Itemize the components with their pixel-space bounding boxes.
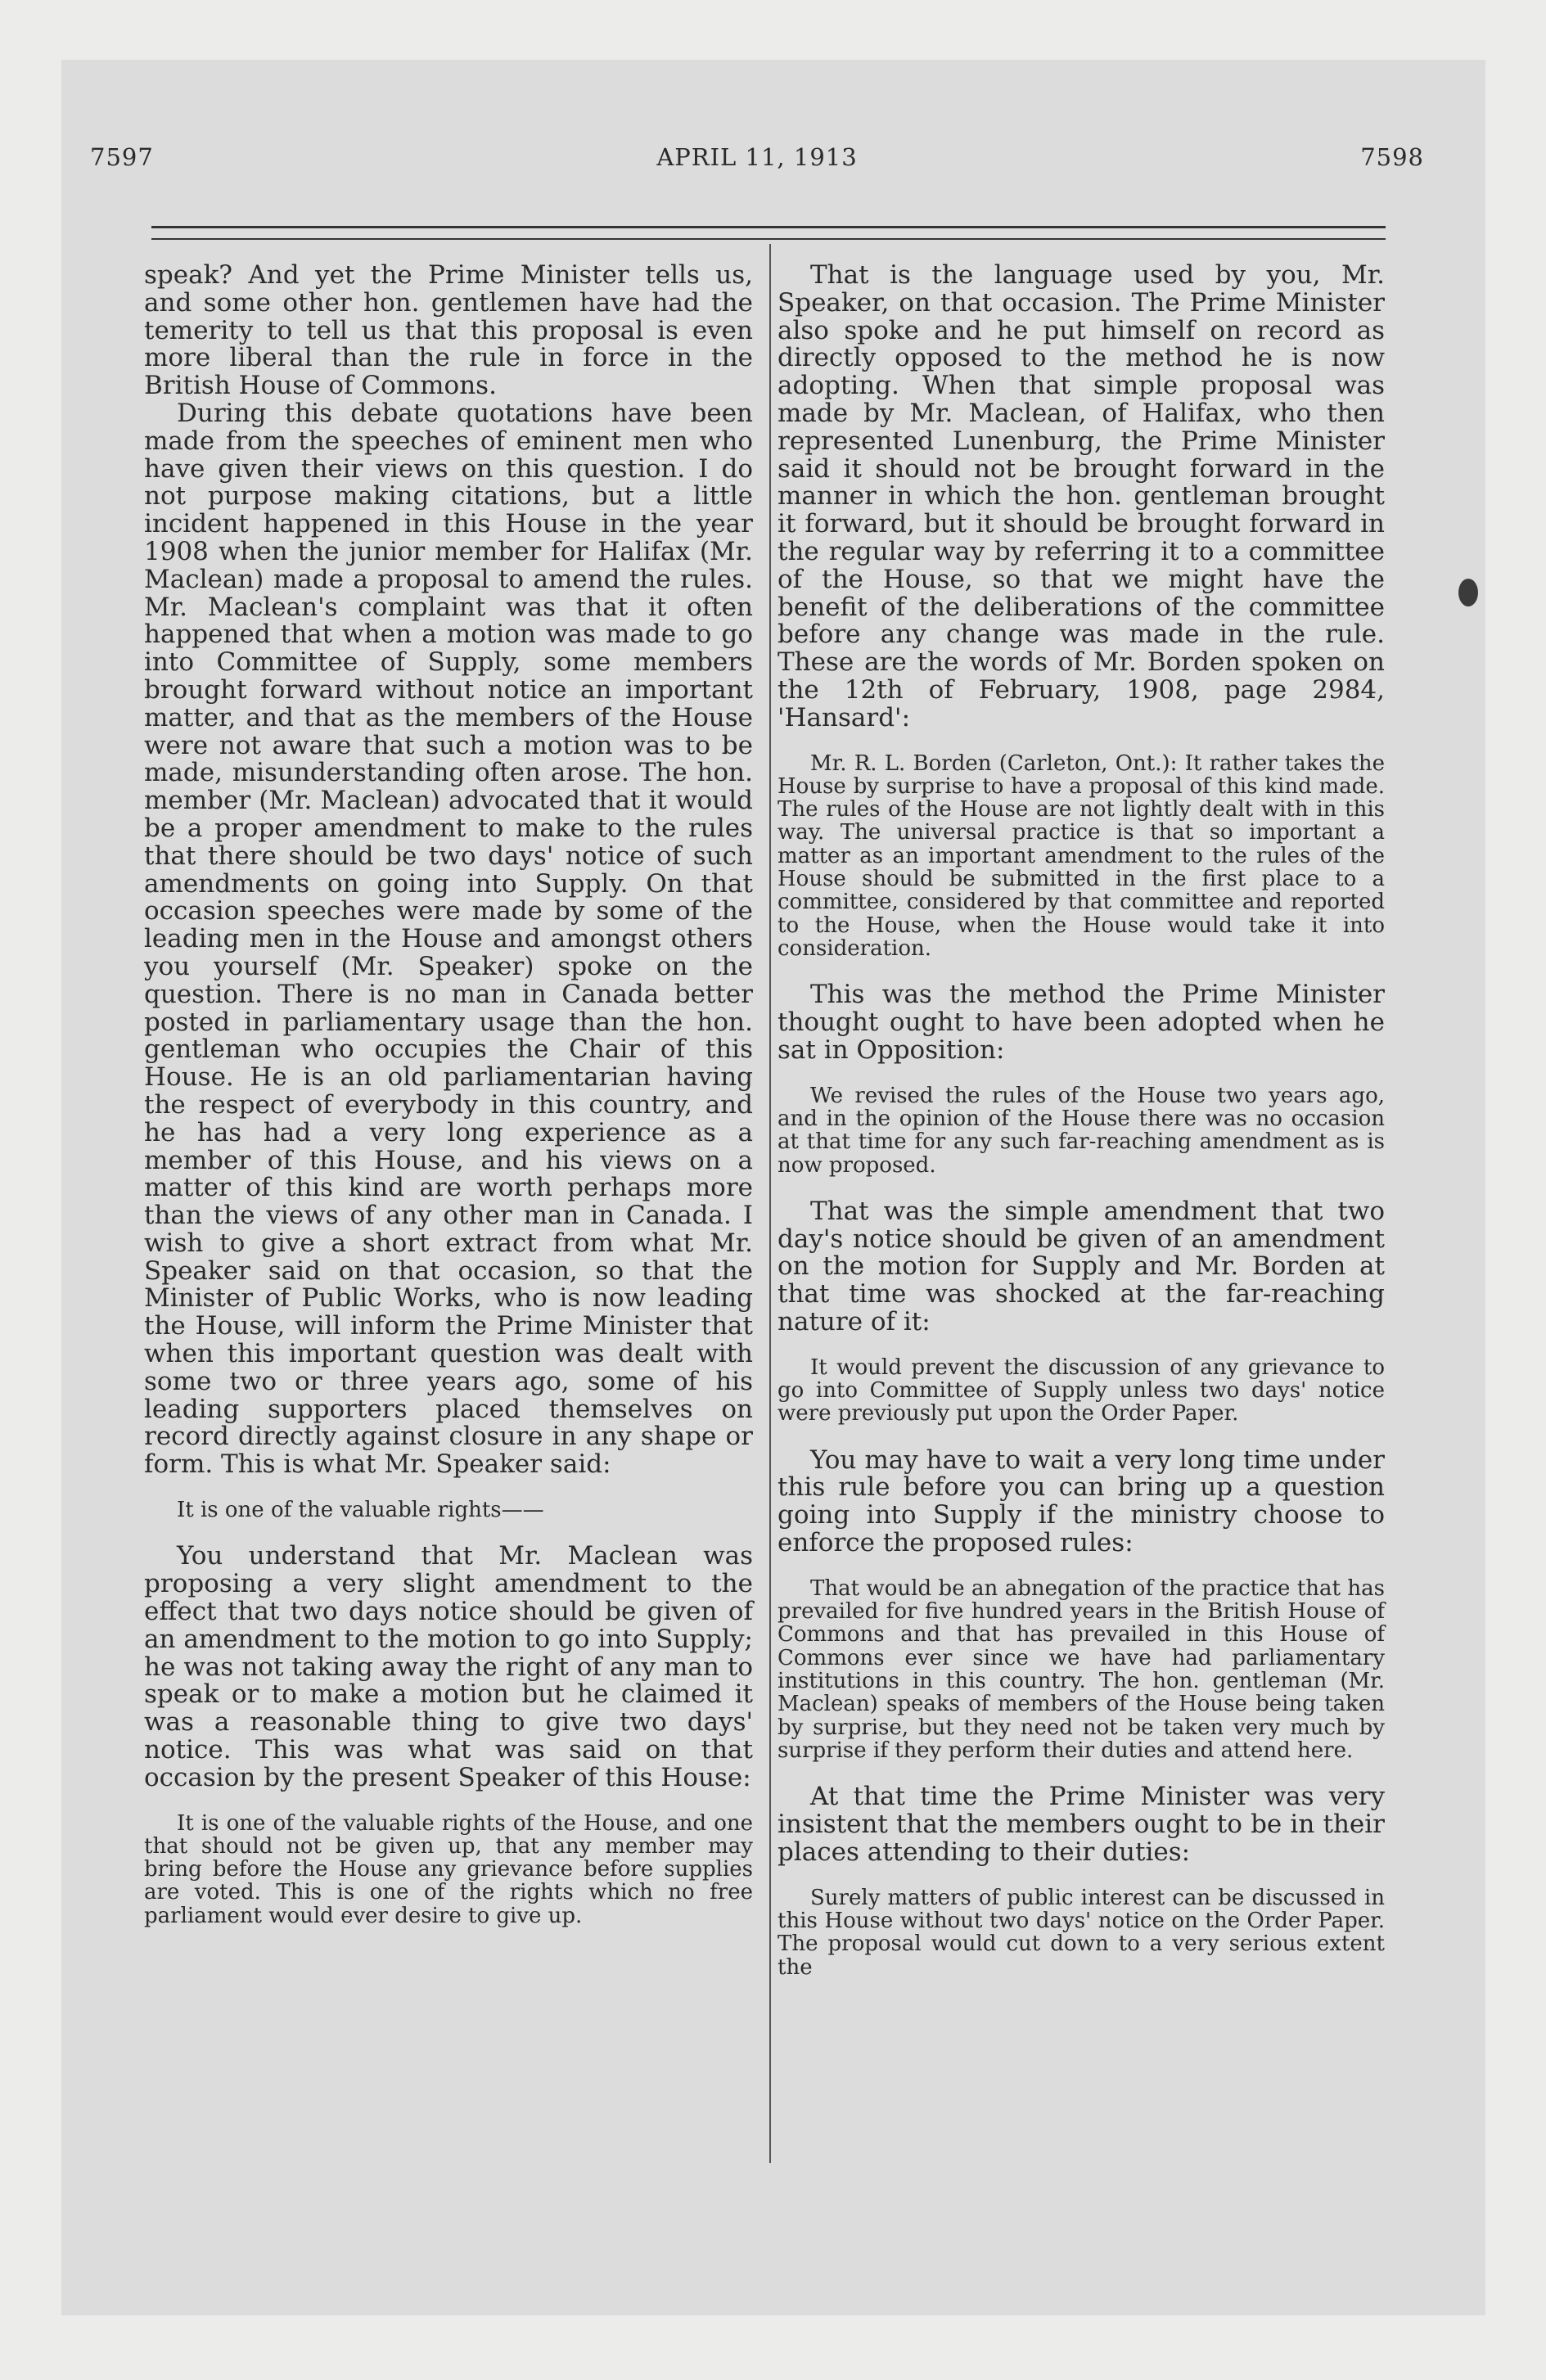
paragraph: That is the language used by you, Mr. Speaker, on that occasion. The Prime Minister also spoke and he put himself on record as directly opposed to the method he is now adopting. When that simple proposal was made by Mr. Maclean, of Halifax, who then represented Lunenburg, the Prime Minister said it should not be brought forward in the manner in which the hon. gentleman brought it forward, but it should be brought forward in the regular way by referring it to a committee of the House, so that we might have the benefit of the deliberations of the committee before any change was made in the rule. These are the words of Mr. Borden spoken on the 12th of February, 1908, page 2984, 'Hansard': [778,260,1385,732]
paragraph: During this debate quotations have been made from the speeches of eminent men who have given their views on this question. I do not purpose making citations, but a little incident happened in this House in the year 1908 when the junior member for Halifax (Mr. Maclean) made a proposal to amend the rules. Mr. Maclean's complaint was that it often happened that when a motion was made to go into Committee of Supply, some members brought forward without notice an important matter, and that as the members of the House were not aware that such a motion was to be made, misunderstanding often arose. The hon. member (Mr. Maclean) advocated that it would be a proper amendment to make to the rules that there should be two days' notice of such amendments on going into Supply. On that occasion speeches were made by some of the leading men in the House and amongst others you yourself (Mr. Speaker) spoke on the question. There is no man in Canada better posted in parliamentary usage than the hon. gentleman who occupies the Chair of this House. He is an old parliamentarian having the respect of everybody in this country, and he has had a very long experience as a member of this House, and his views on a matter of this kind are worth perhaps more than the views of any other man in Canada. I wish to give a short extract from what Mr. Speaker said on that occasion, so that the Minister of Public Works, who is now leading the House, will inform the Prime Minister that when this important question was dealt with some two or three years ago, some of his leading supporters placed themselves on record directly against closure in any shape or form. This is what Mr. Speaker said: [144,398,753,1480]
page-number-right: 7598 [1360,143,1424,171]
paragraph: This was the method the Prime Minister thought ought to have been adopted when he sat in Opposition: [778,980,1385,1065]
block-quote: It would prevent the discussion of any grievance to go into Committee of Supply unless two days' notice were previously put upon the Order Paper. [778,1355,1385,1427]
page-date: APRIL 11, 1913 [656,143,858,171]
paragraph: At that time the Prime Minister was very insistent that the members ought to be in their places attending to their duties: [778,1782,1385,1867]
paragraph: You understand that Mr. Maclean was proposing a very slight amendment to the effect that two days notice should be given of an amendment to the motion to go into Supply; he was not taking away the right of any man to speak or to make a motion but he claimed it was a reasonable thing to give two days' notice. This was what was said on that occasion by the present Speaker of this House: [144,1541,753,1792]
ink-blot [1458,579,1478,606]
paragraph: You may have to wait a very long time under this rule before you can bring up a question going into Supply if the ministry choose to enforce the proposed rules: [778,1445,1385,1558]
page-header [90,143,1424,184]
paragraph: That was the simple amendment that two day's notice should be given of an amendment on the motion for Supply and Mr. Borden at that time was shocked at the far-reaching nature of it: [778,1196,1385,1336]
column-divider [769,244,771,2163]
page-number-left: 7597 [90,143,154,171]
header-rule [151,226,1386,240]
block-quote: We revised the rules of the House two years ago, and in the opinion of the House there was no occasion at that time for any such far-reaching amendment as is now proposed. [778,1083,1385,1178]
block-quote: Surely matters of public interest can be discussed in this House without two days' notice on the Order Paper. The proposal would cut down to a very serious extent the [778,1885,1385,1980]
block-quote: That would be an abnegation of the practice that has prevailed for five hundred years in the British House of Commons and that has prevailed in this House of Commons ever since we have had parliamentary institutions in this country. The hon. gentleman (Mr. Maclean) speaks of members of the House being taken by surprise, but they need not be taken very much by surprise if they perform their duties and attend here. [778,1575,1385,1763]
left-column [144,262,753,1949]
right-column [778,262,1385,2000]
block-quote: It is one of the valuable rights—— [177,1498,544,1523]
paragraph: speak? And yet the Prime Minister tells us, and some other hon. gentlemen have had the temerity to tell us that this proposal is even more liberal than the rule in force in the British House of Commons. [144,260,753,401]
block-quote: Mr. R. L. Borden (Carleton, Ont.): It rather takes the House by surprise to have a proposal of this kind made. The rules of the House are not lightly dealt with in this way. The universal practice is that so important a matter as an important amendment to the rules of the House should be submitted in the first place to a committee, considered by that committee and reported to the House, when the House would take it into consideration. [778,751,1385,961]
block-quote: It is one of the valuable rights of the House, and one that should not be given up, that any member may bring before the House any grievance before supplies are voted. This is one of the rights which no free parliament would ever desire to give up. [144,1810,753,1928]
